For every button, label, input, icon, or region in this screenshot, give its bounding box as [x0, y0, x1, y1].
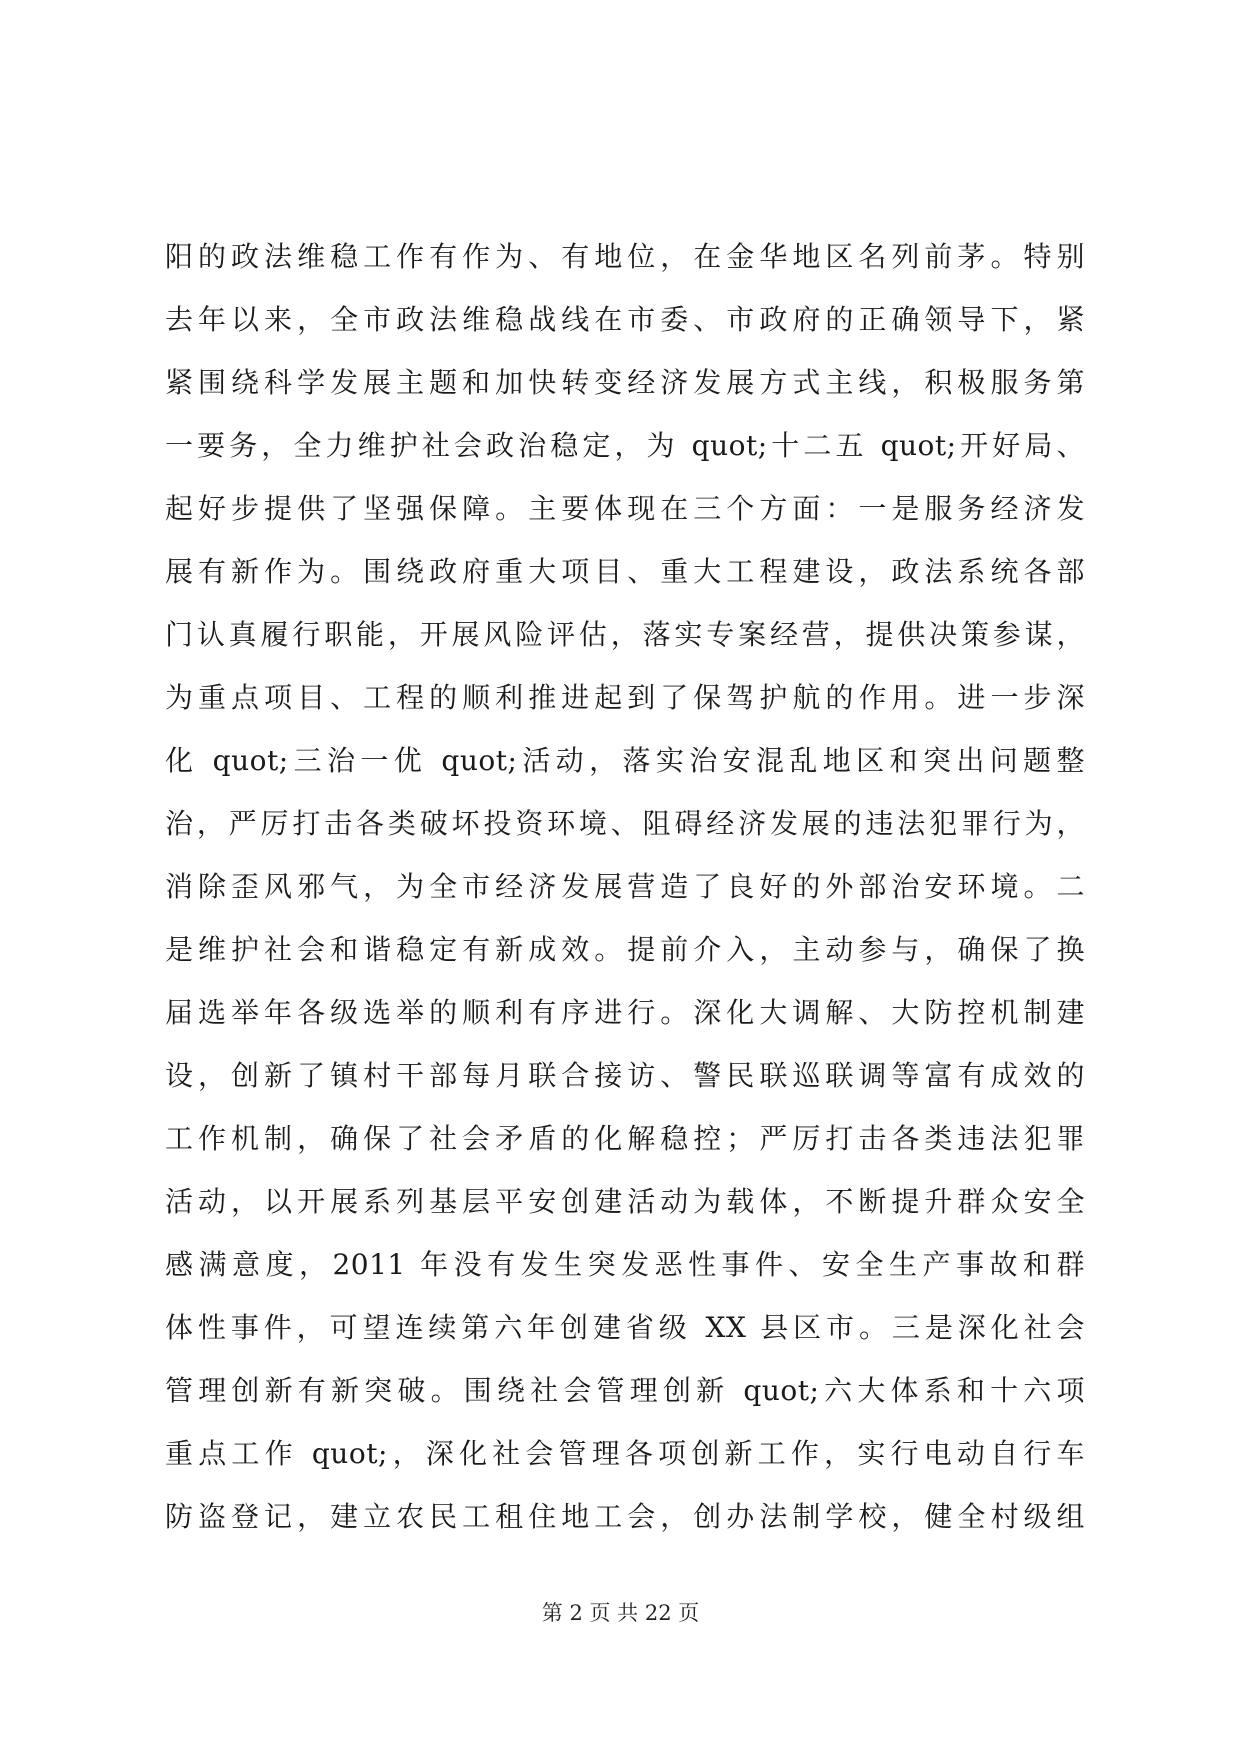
page-number: 第 2 页 共 22 页	[541, 1601, 700, 1625]
text-line: 设，创新了镇村干部每月联合接访、警民联巡联调等富有成效的	[165, 1059, 1085, 1092]
text-line: 展有新作为。围绕政府重大项目、重大工程建设，政法系统各部	[165, 555, 1085, 588]
text-line: 活动，以开展系列基层平安创建活动为载体，不断提升群众安全	[165, 1185, 1085, 1218]
text-line: 阳的政法维稳工作有作为、有地位，在金华地区名列前茅。特别	[165, 240, 1085, 273]
text-line: 起好步提供了坚强保障。主要体现在三个方面：一是服务经济发	[165, 492, 1085, 525]
text-line: 感满意度，2011 年没有发生突发恶性事件、安全生产事故和群	[165, 1248, 1085, 1281]
text-line: 化 quot;三治一优 quot;活动，落实治安混乱地区和突出问题整	[165, 744, 1085, 777]
text-line: 去年以来，全市政法维稳战线在市委、市政府的正确领导下，紧	[165, 303, 1085, 336]
page-footer	[0, 1598, 1241, 1628]
text-line: 管理创新有新突破。围绕社会管理创新 quot;六大体系和十六项	[165, 1374, 1085, 1407]
text-line: 工作机制，确保了社会矛盾的化解稳控；严厉打击各类违法犯罪	[165, 1122, 1085, 1155]
text-line: 是维护社会和谐稳定有新成效。提前介入，主动参与，确保了换	[165, 933, 1085, 966]
body-text	[165, 225, 1085, 1548]
text-line: 紧围绕科学发展主题和加快转变经济发展方式主线，积极服务第	[165, 366, 1085, 399]
text-line: 治，严厉打击各类破坏投资环境、阻碍经济发展的违法犯罪行为，	[165, 807, 1085, 840]
text-line: 为重点项目、工程的顺利推进起到了保驾护航的作用。进一步深	[165, 681, 1085, 714]
text-line: 重点工作 quot;，深化社会管理各项创新工作，实行电动自行车	[165, 1437, 1085, 1470]
text-line: 体性事件，可望连续第六年创建省级 XX 县区市。三是深化社会	[165, 1311, 1085, 1344]
text-line: 消除歪风邪气，为全市经济发展营造了良好的外部治安环境。二	[165, 870, 1085, 903]
text-line: 门认真履行职能，开展风险评估，落实专案经营，提供决策参谋，	[165, 618, 1085, 651]
text-line: 届选举年各级选举的顺利有序进行。深化大调解、大防控机制建	[165, 996, 1085, 1029]
text-line: 一要务，全力维护社会政治稳定，为 quot;十二五 quot;开好局、	[165, 429, 1085, 462]
text-line: 防盗登记，建立农民工租住地工会，创办法制学校，健全村级组	[165, 1500, 1085, 1533]
